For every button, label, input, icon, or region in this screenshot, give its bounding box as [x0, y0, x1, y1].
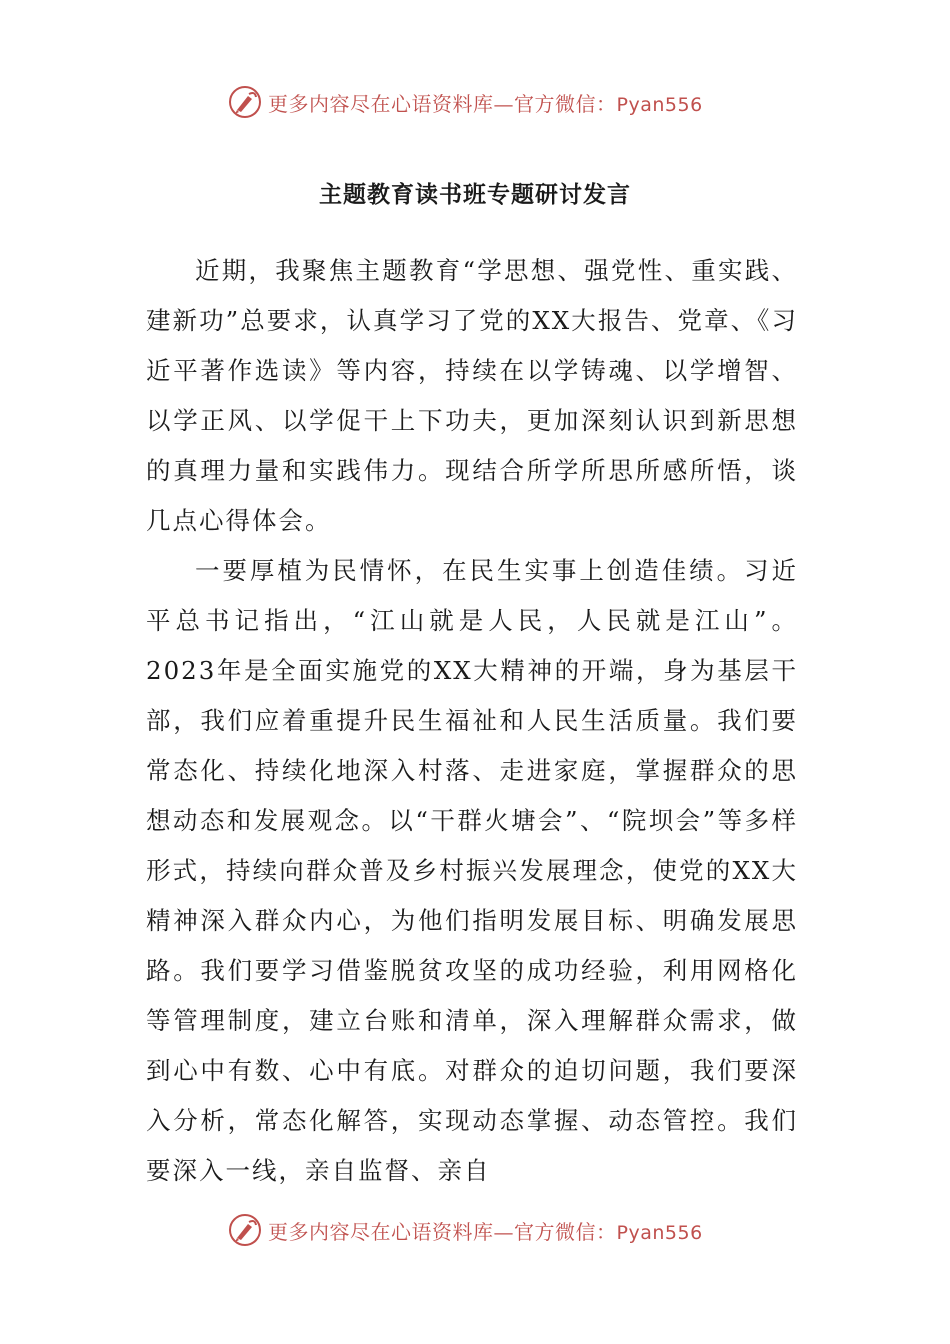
- paragraph-intro: 近期，我聚焦主题教育“学思想、强党性、重实践、建新功”总要求，认真学习了党的XX大报告、党章、《习近平著作选读》等内容，持续在以学铸魂、以学增智、以学正风、以学促干上下功夫，更加深刻认识到新思想的真理力量和实践伟力。现结合所学所思所感所悟，谈几点心得体会。: [146, 256, 798, 535]
- watermark-text: 更多内容尽在心语资料库—官方微信：Pyan556: [268, 1219, 703, 1244]
- wechat-id: Pyan556: [616, 1221, 703, 1244]
- document-body: [146, 246, 798, 1185]
- pen-nib-logo-icon: [228, 1213, 262, 1247]
- pen-nib-logo-icon: [228, 85, 262, 119]
- footer-watermark-banner: [228, 1210, 748, 1250]
- paragraph-point-one: 一要厚植为民情怀，在民生实事上创造佳绩。习近平总书记指出，“江山就是人民，人民就是江山”。2023年是全面实施党的XX大精神的开端，身为基层干部，我们应着重提升民生福祉和人民生活质量。我们要常态化、持续化地深入村落、走进家庭，掌握群众的思想动态和发展观念。以“干群火塘会”、“院坝会”等多样形式，持续向群众普及乡村振兴发展理念，使党的XX大精神深入群众内心，为他们指明发展目标、明确发展思路。我们要学习借鉴脱贫攻坚的成功经验，利用网格化等管理制度，建立台账和清单，深入理解群众需求，做到心中有数、心中有底。对群众的迫切问题，我们要深入分析，常态化解答，实现动态掌握、动态管控。我们要深入一线，亲自监督、亲自: [146, 556, 798, 1185]
- wechat-id: Pyan556: [616, 93, 703, 116]
- header-watermark-banner: [228, 82, 748, 122]
- document-title: 主题教育读书班专题研讨发言: [319, 181, 631, 208]
- watermark-text: 更多内容尽在心语资料库—官方微信：Pyan556: [268, 91, 703, 116]
